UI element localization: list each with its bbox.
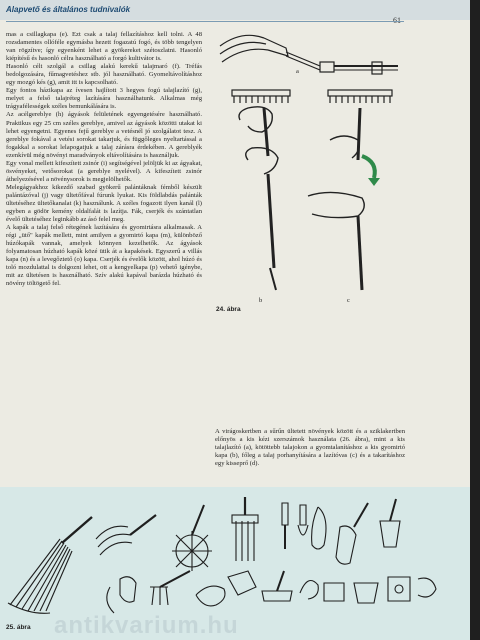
background-edge <box>470 0 480 640</box>
left-text-column <box>6 31 202 289</box>
paragraph: A virágoskertben a sűrűn ültetett növények között és a sziklakertben előnyös a kis kézi szerszámok használata (26. ábra), mint a kis talajlazító (a), kötöttebb talajokon a gyomtalanításhoz a kis gyomirtó kapa (b), főleg a talaj porhanyítására a lazítóvas (c) és a takarításhoz egy kisseprő (d). <box>215 428 405 468</box>
figure-label-a: a <box>296 68 299 75</box>
header-rule <box>6 21 404 22</box>
figure-label-b: b <box>259 297 263 304</box>
figure-label-c: c <box>347 297 350 304</box>
paragraph: mas a csillagkapa (e). Ezt csak a talaj fellazításhoz kell tolni. A 48 rozsdamentes ollóféle egymásba hezett fogazatú fogó, és több tengelyen van rögzítve; így egyenként lehet a gyökereket szétoszlatni. Hasonló kiépítésű és hasonló célra használható a forgó kultivátor is. <box>6 31 202 63</box>
paragraph: Egy fontos házikapa az ívesen hajlított 3 hegyes fogú talajlazító (g), melyet a felső talajréteg lazítására használhatunk. Alkalmas még trágyafélességek széles bemunkálására is. <box>6 87 202 111</box>
figure-24-illustration <box>212 28 408 303</box>
paragraph: Egy vonal mellett kifeszített zsinór (i) segítségével jelöljük ki az ágyakat, ösvényeket, vetősorokat (a gereblye nyelével). A kifeszített zsinór áthelyezésével a növénysorok is megjelölhetők. <box>6 159 202 183</box>
figure-24-caption: 24. ábra <box>216 306 241 313</box>
right-text-column <box>215 428 405 468</box>
figure-25-caption: 25. ábra <box>6 624 31 631</box>
paragraph: Az acélgereblye (h) ágyások felületének egyengetésére használható. Praktikus egy 25 cm széles gereblye, amivel az ágyások közötti utakat ki lehet egyengetni. Egyenes fejű gereblye a vetésnél jó szolgálatot tesz. A gereblye fokával a vetési sorokat takarjuk, és függőleges nyeltartással a fogakkal a sorokat lelapogatjuk a talaj zárásra érdekében. A gereblyék ezenkívül még növényi maradványok eltávolítására is használjuk. <box>6 111 202 159</box>
paragraph: Melegágyakhoz kikezdő szabad gyökerű palántáknak fémből készült palántázóval (j) vagy ültetőfával fúrunk lyukat. Kis földlabdás palánták ültetéséhez ültetőkanalat (k) használunk. A széles fogazott ilyen kanál (l) egyben a gödör kemény oldalfalát is lazítja. Fák, cserjék és szántatlan évelő ültetéséhez leginkább az ásó felel meg. <box>6 183 202 224</box>
watermark: antikvarium.hu <box>54 612 239 639</box>
paragraph: Hasonló célt szolgál a csillag alakú kerekű talajmaró (f). Tréfás bedolgozására, fűmagvetéshez stb. jól használható. Gyomeltávolításhoz egy mozgó kés (g), amit itt is kapcsolható. <box>6 63 202 87</box>
chapter-title: Alapvető és általános tudnivalók <box>6 5 131 14</box>
paragraph: A kapák a talaj felső rétegének lazítására és gyomirtásra alkalmasak. A régi „ütő" kapák mellett, mint amilyen a gyomirtó kapa (m), különböző húzókapák vannak, amelyek könnyen kezelhetők. Az ágyások folyamatosan húzható kapák közé ütik át a kapakések. Egyszerű a villás kapa (n) és a levegőztető (o) kapa. Cserjék és évelők között, ahol húzó és toló mozdulattal is dolgozni lehet, ott a kengyelkapa (p) vehető igénybe, mit az ültetésen is használható. Szív alakú kapával barázda húzható és növény töltögető fel. <box>6 224 202 288</box>
